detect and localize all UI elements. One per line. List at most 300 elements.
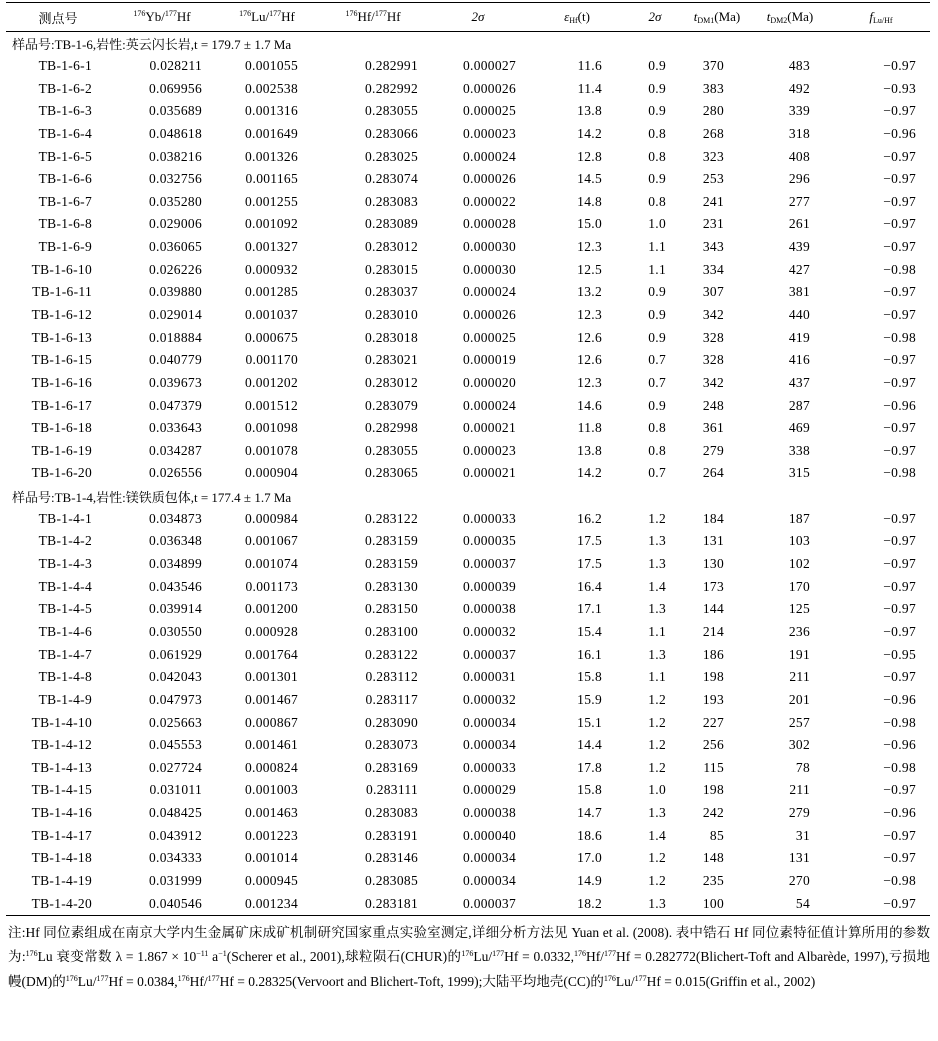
cell-sigma-eps: 0.9 (648, 307, 666, 322)
cell-tdm2: 381 (788, 284, 810, 300)
cell-hf-hf: 0.283146 (364, 850, 418, 866)
table-row (6, 55, 930, 78)
cell-lu-hf: 0.000675 (244, 329, 298, 345)
cell-tdm2: 279 (788, 805, 810, 821)
cell-tdm2: 257 (788, 714, 810, 730)
table-row (6, 123, 930, 146)
header-tdm2: $t_{DM2}(Ma)$ (766, 9, 814, 25)
cell-yb-hf: 0.028211 (149, 57, 202, 73)
cell-hf-hf: 0.283012 (364, 239, 418, 255)
cell-epsilon-hf: 18.6 (577, 827, 602, 843)
cell-sigma: 0.000021 (462, 465, 516, 481)
cell-lu-hf: 0.001092 (244, 216, 298, 232)
cell-epsilon-hf: 12.3 (577, 239, 602, 255)
cell-sigma: 0.000029 (462, 782, 516, 798)
cell-epsilon-hf: 14.8 (577, 193, 602, 209)
cell-tdm1: 307 (702, 284, 724, 300)
cell-yb-hf: 0.032756 (148, 171, 202, 187)
cell-epsilon-hf: 11.6 (577, 57, 602, 73)
cell-hf-hf: 0.283073 (364, 737, 418, 753)
cell-tdm2: 439 (788, 239, 810, 255)
cell-epsilon-hf: 15.1 (577, 714, 602, 730)
cell-sigma: 0.000034 (462, 850, 516, 866)
cell-f-lu-hf: −0.97 (883, 420, 916, 436)
cell-epsilon-hf: 14.7 (577, 805, 602, 821)
table-row (6, 77, 930, 100)
cell-lu-hf: 0.001078 (244, 442, 298, 458)
cell-tdm1: 361 (702, 420, 724, 436)
cell-hf-hf: 0.283015 (364, 261, 418, 277)
table-row (6, 417, 930, 440)
cell-tdm1: 173 (702, 578, 724, 594)
cell-hf-hf: 0.283085 (364, 873, 418, 889)
cell-tdm2: 338 (788, 442, 810, 458)
cell-f-lu-hf: −0.95 (883, 646, 916, 662)
cell-epsilon-hf: 13.8 (577, 103, 602, 119)
cell-lu-hf: 0.001165 (245, 171, 298, 187)
cell-spot-id: TB-1-4-3 (38, 556, 92, 572)
cell-spot-id: TB-1-6-17 (31, 397, 92, 413)
cell-lu-hf: 0.001326 (244, 148, 298, 164)
cell-hf-hf: 0.283055 (364, 442, 418, 458)
cell-tdm2: 125 (788, 601, 810, 617)
sample-group-label: 样品号:TB-1-4,岩性:镁铁质包体,t = 177.4 ± 1.7 Ma (12, 489, 292, 505)
cell-spot-id: TB-1-6-12 (31, 307, 92, 322)
cell-sigma-eps: 0.8 (648, 148, 666, 164)
cell-tdm2: 211 (789, 782, 810, 798)
cell-lu-hf: 0.001301 (244, 669, 298, 685)
cell-yb-hf: 0.047973 (148, 691, 202, 707)
cell-sigma: 0.000030 (462, 261, 516, 277)
cell-tdm2: 270 (788, 873, 810, 889)
cell-yb-hf: 0.031011 (149, 782, 202, 798)
cell-tdm2: 277 (788, 193, 810, 209)
cell-f-lu-hf: −0.97 (883, 193, 916, 209)
table-row (6, 190, 930, 213)
cell-yb-hf: 0.029006 (148, 216, 202, 232)
table-row (6, 892, 930, 915)
cell-lu-hf: 0.001055 (244, 57, 298, 73)
cell-sigma-eps: 0.9 (648, 171, 666, 187)
cell-tdm2: 78 (795, 759, 810, 775)
cell-spot-id: TB-1-4-6 (38, 623, 92, 639)
cell-hf-hf: 0.282991 (364, 57, 418, 73)
table-row (6, 440, 930, 463)
table-row (6, 507, 930, 530)
cell-hf-hf: 0.283012 (364, 374, 418, 390)
cell-hf-hf: 0.283055 (364, 103, 418, 119)
cell-epsilon-hf: 16.2 (577, 510, 602, 526)
cell-lu-hf: 0.000824 (244, 759, 298, 775)
table-row (6, 824, 930, 847)
cell-epsilon-hf: 14.2 (577, 465, 602, 481)
cell-hf-hf: 0.283122 (364, 646, 418, 662)
cell-epsilon-hf: 18.2 (577, 895, 602, 911)
cell-epsilon-hf: 17.8 (577, 759, 602, 775)
header-yb-hf: $^{176}$Yb/$^{177}$Hf (133, 9, 191, 24)
cell-hf-hf: 0.283065 (364, 465, 418, 481)
cell-f-lu-hf: −0.96 (883, 805, 916, 821)
cell-sigma: 0.000032 (462, 623, 516, 639)
cell-sigma: 0.000034 (462, 737, 516, 753)
cell-hf-hf: 0.283083 (364, 805, 418, 821)
cell-yb-hf: 0.036348 (148, 533, 202, 549)
table-row (6, 372, 930, 395)
cell-yb-hf: 0.026556 (148, 465, 202, 481)
table-row (6, 643, 930, 666)
cell-epsilon-hf: 15.0 (577, 216, 602, 232)
table-row (6, 462, 930, 485)
header-epsilon-hf: $\varepsilon_{Hf}(t)$ (564, 9, 590, 25)
cell-lu-hf: 0.001234 (244, 895, 298, 911)
cell-spot-id: TB-1-4-20 (31, 895, 92, 911)
cell-lu-hf: 0.001223 (244, 827, 298, 843)
cell-f-lu-hf: −0.97 (883, 601, 916, 617)
cell-epsilon-hf: 13.2 (577, 284, 602, 300)
cell-lu-hf: 0.001649 (244, 125, 298, 141)
cell-spot-id: TB-1-6-15 (31, 352, 92, 368)
cell-sigma-eps: 1.0 (648, 782, 666, 798)
cell-spot-id: TB-1-4-15 (31, 782, 92, 798)
cell-tdm1: 370 (702, 57, 724, 73)
cell-hf-hf: 0.283090 (364, 714, 418, 730)
cell-hf-hf: 0.283079 (364, 397, 418, 413)
cell-hf-hf: 0.283066 (364, 125, 418, 141)
cell-sigma: 0.000030 (462, 239, 516, 255)
cell-yb-hf: 0.026226 (148, 261, 202, 277)
cell-epsilon-hf: 16.4 (577, 578, 602, 594)
cell-sigma: 0.000031 (462, 669, 516, 685)
table-row (6, 145, 930, 168)
cell-epsilon-hf: 17.1 (577, 601, 602, 617)
cell-tdm2: 31 (795, 827, 810, 843)
table-body (6, 32, 930, 916)
cell-epsilon-hf: 11.4 (577, 80, 602, 96)
cell-spot-id: TB-1-6-3 (38, 103, 92, 119)
cell-epsilon-hf: 15.8 (577, 669, 602, 685)
cell-yb-hf: 0.036065 (148, 239, 202, 255)
cell-sigma-eps: 1.1 (648, 669, 666, 685)
cell-lu-hf: 0.000867 (244, 714, 298, 730)
cell-tdm2: 440 (788, 307, 810, 322)
table-row (6, 530, 930, 553)
cell-lu-hf: 0.001285 (244, 284, 298, 300)
cell-f-lu-hf: −0.97 (883, 556, 916, 572)
cell-epsilon-hf: 12.6 (577, 329, 602, 345)
cell-epsilon-hf: 14.9 (577, 873, 602, 889)
cell-f-lu-hf: −0.97 (883, 284, 916, 300)
cell-hf-hf: 0.283010 (364, 307, 418, 322)
table-row (6, 847, 930, 870)
table-row (6, 213, 930, 236)
cell-spot-id: TB-1-6-10 (31, 261, 92, 277)
cell-lu-hf: 0.001003 (244, 782, 298, 798)
cell-f-lu-hf: −0.98 (883, 261, 916, 277)
cell-tdm1: 193 (702, 691, 724, 707)
cell-tdm2: 408 (788, 148, 810, 164)
cell-f-lu-hf: −0.97 (883, 442, 916, 458)
cell-spot-id: TB-1-6-6 (38, 171, 92, 187)
cell-sigma-eps: 1.3 (648, 646, 666, 662)
cell-tdm1: 235 (702, 873, 724, 889)
cell-sigma: 0.000038 (462, 601, 516, 617)
cell-tdm1: 264 (702, 465, 724, 481)
cell-tdm1: 242 (702, 805, 724, 821)
cell-tdm1: 256 (702, 737, 724, 753)
cell-sigma-eps: 0.9 (648, 397, 666, 413)
cell-lu-hf: 0.001327 (244, 239, 298, 255)
cell-f-lu-hf: −0.96 (883, 691, 916, 707)
table-row (6, 394, 930, 417)
cell-f-lu-hf: −0.98 (883, 465, 916, 481)
header-2sigma: 2σ (471, 9, 485, 24)
cell-lu-hf: 0.001202 (244, 374, 298, 390)
cell-tdm2: 261 (788, 216, 810, 232)
cell-f-lu-hf: −0.98 (883, 873, 916, 889)
cell-spot-id: TB-1-6-9 (38, 239, 92, 255)
document-page (6, 2, 930, 992)
cell-tdm2: 302 (788, 737, 810, 753)
cell-yb-hf: 0.034899 (148, 556, 202, 572)
cell-sigma-eps: 0.7 (648, 465, 666, 481)
cell-tdm1: 328 (702, 352, 724, 368)
cell-sigma-eps: 1.3 (648, 533, 666, 549)
cell-hf-hf: 0.283112 (365, 669, 418, 685)
cell-sigma-eps: 1.2 (648, 691, 666, 707)
cell-sigma: 0.000023 (462, 125, 516, 141)
cell-lu-hf: 0.001467 (244, 691, 298, 707)
header-hf-hf: $^{176}$Hf/$^{177}$Hf (345, 9, 401, 24)
cell-epsilon-hf: 13.8 (577, 442, 602, 458)
cell-sigma-eps: 1.2 (648, 873, 666, 889)
cell-f-lu-hf: −0.97 (883, 216, 916, 232)
cell-hf-hf: 0.283130 (364, 578, 418, 594)
cell-lu-hf: 0.000928 (244, 623, 298, 639)
cell-f-lu-hf: −0.98 (883, 759, 916, 775)
cell-sigma: 0.000025 (462, 103, 516, 119)
cell-yb-hf: 0.033643 (148, 420, 202, 436)
cell-sigma-eps: 1.0 (648, 216, 666, 232)
cell-spot-id: TB-1-4-9 (38, 691, 92, 707)
cell-hf-hf: 0.283181 (364, 895, 418, 911)
cell-spot-id: TB-1-6-20 (31, 465, 92, 481)
cell-spot-id: TB-1-6-16 (31, 374, 92, 390)
cell-sigma: 0.000032 (462, 691, 516, 707)
cell-epsilon-hf: 12.5 (577, 261, 602, 277)
cell-sigma: 0.000024 (462, 148, 516, 164)
cell-epsilon-hf: 15.8 (577, 782, 602, 798)
cell-f-lu-hf: −0.93 (883, 80, 916, 96)
cell-tdm1: 383 (702, 80, 724, 96)
table-row (6, 621, 930, 644)
cell-hf-hf: 0.283150 (364, 601, 418, 617)
cell-hf-hf: 0.283100 (364, 623, 418, 639)
cell-tdm1: 115 (703, 759, 724, 775)
cell-tdm2: 131 (788, 850, 810, 866)
cell-sigma: 0.000034 (462, 714, 516, 730)
cell-sigma-eps: 1.2 (648, 510, 666, 526)
cell-spot-id: TB-1-6-5 (38, 148, 92, 164)
cell-lu-hf: 0.001098 (244, 420, 298, 436)
header-spot: 测点号 (38, 10, 78, 26)
cell-sigma: 0.000019 (462, 352, 516, 368)
cell-sigma: 0.000039 (462, 578, 516, 594)
cell-hf-hf: 0.282992 (364, 80, 418, 96)
cell-tdm1: 253 (702, 171, 724, 187)
cell-epsilon-hf: 14.2 (577, 125, 602, 141)
cell-tdm2: 287 (788, 397, 810, 413)
cell-tdm1: 280 (702, 103, 724, 119)
cell-yb-hf: 0.039914 (148, 601, 202, 617)
cell-f-lu-hf: −0.97 (883, 578, 916, 594)
cell-tdm1: 328 (702, 329, 724, 345)
cell-tdm2: 170 (788, 578, 810, 594)
cell-sigma: 0.000028 (462, 216, 516, 232)
cell-spot-id: TB-1-4-17 (31, 827, 92, 843)
cell-lu-hf: 0.000904 (244, 465, 298, 481)
cell-yb-hf: 0.047379 (148, 397, 202, 413)
cell-spot-id: TB-1-6-7 (38, 193, 92, 209)
table-row (6, 349, 930, 372)
cell-hf-hf: 0.283021 (364, 352, 418, 368)
cell-hf-hf: 0.283089 (364, 216, 418, 232)
cell-epsilon-hf: 16.1 (577, 646, 602, 662)
cell-sigma-eps: 1.3 (648, 805, 666, 821)
table-row (6, 711, 930, 734)
cell-spot-id: TB-1-4-16 (31, 805, 92, 821)
cell-hf-hf: 0.283191 (364, 827, 418, 843)
cell-tdm2: 191 (788, 646, 810, 662)
cell-tdm1: 342 (702, 307, 724, 322)
cell-hf-hf: 0.283083 (364, 193, 418, 209)
cell-yb-hf: 0.034873 (148, 510, 202, 526)
cell-tdm2: 427 (788, 261, 810, 277)
cell-yb-hf: 0.040779 (148, 352, 202, 368)
cell-epsilon-hf: 11.8 (577, 420, 602, 436)
header-lu-hf: $^{176}$Lu/$^{177}$Hf (239, 9, 295, 24)
cell-sigma-eps: 0.8 (648, 420, 666, 436)
table-row (6, 168, 930, 191)
cell-spot-id: TB-1-6-13 (31, 329, 92, 345)
table-header (6, 3, 930, 32)
table-row (6, 598, 930, 621)
cell-tdm1: 186 (702, 646, 724, 662)
table-row (6, 281, 930, 304)
cell-sigma: 0.000033 (462, 759, 516, 775)
cell-yb-hf: 0.045553 (148, 737, 202, 753)
cell-tdm2: 469 (788, 420, 810, 436)
cell-sigma: 0.000040 (462, 827, 516, 843)
cell-f-lu-hf: −0.97 (883, 307, 916, 322)
cell-sigma: 0.000037 (462, 895, 516, 911)
sample-group-header (6, 485, 930, 508)
cell-f-lu-hf: −0.97 (883, 782, 916, 798)
cell-yb-hf: 0.031999 (148, 873, 202, 889)
cell-spot-id: TB-1-4-1 (38, 510, 92, 526)
cell-epsilon-hf: 14.5 (577, 171, 602, 187)
cell-yb-hf: 0.027724 (148, 759, 202, 775)
cell-epsilon-hf: 12.3 (577, 374, 602, 390)
cell-sigma-eps: 0.9 (648, 57, 666, 73)
cell-yb-hf: 0.030550 (148, 623, 202, 639)
cell-tdm1: 343 (702, 239, 724, 255)
cell-sigma-eps: 0.9 (648, 284, 666, 300)
cell-tdm2: 236 (788, 623, 810, 639)
cell-sigma-eps: 0.9 (648, 103, 666, 119)
cell-f-lu-hf: −0.96 (883, 397, 916, 413)
cell-hf-hf: 0.283169 (364, 759, 418, 775)
table-row (6, 326, 930, 349)
cell-lu-hf: 0.001170 (245, 352, 298, 368)
cell-tdm1: 100 (702, 895, 724, 911)
cell-sigma: 0.000025 (462, 329, 516, 345)
cell-hf-hf: 0.283025 (364, 148, 418, 164)
cell-lu-hf: 0.000945 (244, 873, 298, 889)
cell-spot-id: TB-1-4-12 (31, 737, 92, 753)
cell-tdm1: 144 (702, 601, 724, 617)
cell-f-lu-hf: −0.97 (883, 374, 916, 390)
cell-sigma: 0.000038 (462, 805, 516, 821)
cell-sigma-eps: 0.8 (648, 125, 666, 141)
cell-yb-hf: 0.069956 (148, 80, 202, 96)
cell-tdm1: 198 (702, 782, 724, 798)
cell-sigma: 0.000026 (462, 307, 516, 322)
cell-epsilon-hf: 12.6 (577, 352, 602, 368)
cell-sigma-eps: 1.4 (648, 827, 666, 843)
cell-tdm2: 187 (788, 510, 810, 526)
cell-spot-id: TB-1-6-11 (32, 284, 92, 300)
cell-sigma-eps: 0.7 (648, 352, 666, 368)
cell-f-lu-hf: −0.98 (883, 329, 916, 345)
cell-spot-id: TB-1-4-2 (38, 533, 92, 549)
table-row (6, 258, 930, 281)
cell-tdm2: 102 (788, 556, 810, 572)
cell-f-lu-hf: −0.97 (883, 352, 916, 368)
table-row (6, 757, 930, 780)
table-row (6, 553, 930, 576)
cell-sigma-eps: 1.3 (648, 601, 666, 617)
cell-yb-hf: 0.043912 (148, 827, 202, 843)
cell-spot-id: TB-1-6-18 (31, 420, 92, 436)
cell-sigma-eps: 0.8 (648, 442, 666, 458)
cell-sigma-eps: 0.9 (648, 80, 666, 96)
cell-sigma: 0.000037 (462, 646, 516, 662)
table-row (6, 734, 930, 757)
table-row (6, 779, 930, 802)
table-note: 注:Hf 同位素组成在南京大学内生金属矿床成矿机制研究国家重点实验室测定,详细分析方法见 Yuan et al. (2008). 表中锆石 Hf 同位素特征值计算所用的参数为:$^{176}$Lu 衰变常数 $\lambda = 1.867 \times 10^{-11}$ $a^{-1}(Scherer$ et al., 2001),球粒陨石(CHUR)的$^{176}$Lu/$^{177}$Hf = 0.0332,$^{176}$Hf/$^{177}$Hf = 0.282772(Blichert-Toft and Albarède, 1997),亏损地幔(DM)的$^{176}$Lu/$^{177}$Hf = 0.0384,$^{176}$Hf/$^{177}$Hf = 0.28325(Vervoort and Blichert-Toft, 1999);大陆平均地壳(CC)的$^{176}$Lu/$^{177}$Hf = 0.015(Griffin et al., 2002) (8, 924, 931, 989)
cell-tdm1: 241 (702, 193, 724, 209)
cell-yb-hf: 0.029014 (148, 307, 202, 322)
cell-tdm1: 334 (702, 261, 724, 277)
cell-lu-hf: 0.001764 (244, 646, 298, 662)
cell-tdm1: 131 (702, 533, 724, 549)
cell-sigma: 0.000033 (462, 510, 516, 526)
cell-sigma-eps: 0.9 (648, 329, 666, 345)
cell-lu-hf: 0.001074 (244, 556, 298, 572)
cell-lu-hf: 0.001014 (244, 850, 298, 866)
cell-hf-hf: 0.283159 (364, 556, 418, 572)
cell-f-lu-hf: −0.97 (883, 239, 916, 255)
cell-spot-id: TB-1-4-10 (31, 714, 92, 730)
cell-sigma: 0.000021 (462, 420, 516, 436)
cell-sigma: 0.000020 (462, 374, 516, 390)
cell-hf-hf: 0.283074 (364, 171, 418, 187)
hf-isotope-table (6, 2, 930, 916)
cell-sigma: 0.000035 (462, 533, 516, 549)
cell-tdm1: 130 (702, 556, 724, 572)
cell-sigma-eps: 1.3 (648, 556, 666, 572)
cell-tdm2: 492 (788, 80, 810, 96)
